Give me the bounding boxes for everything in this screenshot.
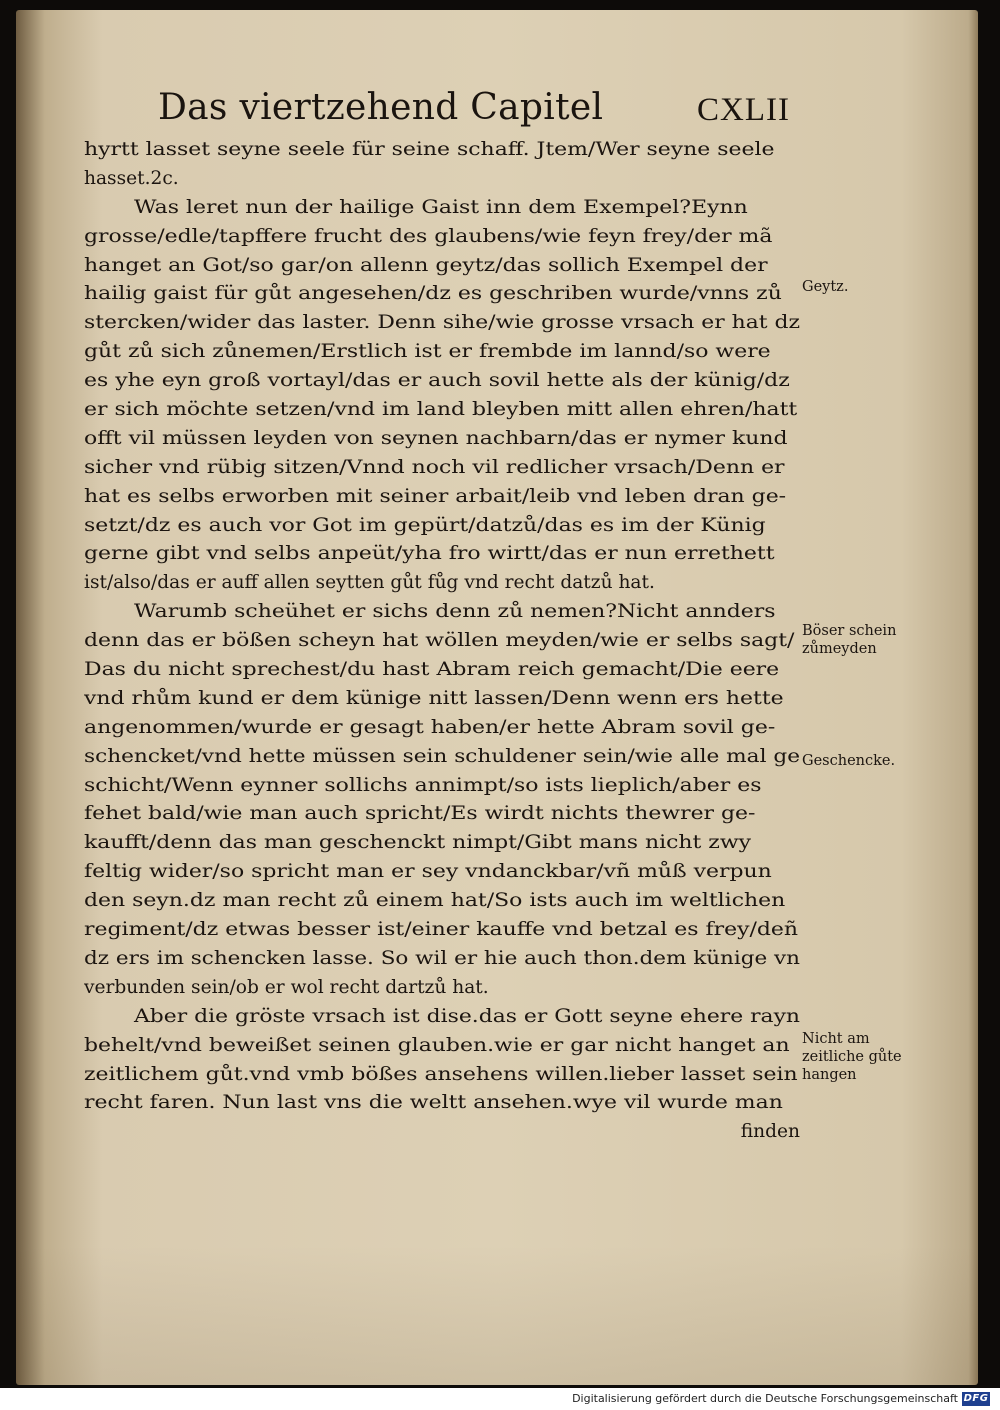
text-line: gůt zů sich zůnemen/Erstlich ist er frembde im lannd/so were: [84, 341, 771, 363]
text-line: den seyn.dz man recht zů einem hat/So ists auch im weltlichen: [84, 890, 786, 912]
text-line: hyrtt lasset seyne seele für seine schaff. Jtem/Wer seyne seele: [84, 139, 775, 160]
running-head: [158, 86, 790, 134]
folio-number: CXLII: [697, 92, 790, 128]
text-line: finden: [740, 1121, 800, 1143]
text-line: hanget an Got/so gar/on allenn geytz/das sollich Exempel der: [84, 254, 768, 276]
text-line: grosse/edle/tapffere frucht des glaubens/wie feyn frey/der mã: [84, 225, 773, 247]
text-line: Das du nicht sprechest/du hast Abram reich gemacht/Die eere: [84, 659, 780, 681]
text-line: regiment/dz etwas besser ist/einer kauffe vnd betzal es frey/deñ: [84, 919, 799, 941]
text-line: setzt/dz es auch vor Got im gepürt/datzů/das es im der Künig: [84, 514, 766, 536]
marginal-note-line: zůmeyden: [802, 641, 877, 657]
text-line: er sich möchte setzen/vnd im land bleyben mitt allen ehren/hatt: [84, 399, 798, 421]
body-text: [84, 136, 800, 1147]
text-line: hat es selbs erworben mit seiner arbait/leib vnd leben dran ge-: [84, 485, 787, 507]
text-line: hailig gaist für gůt angesehen/dz es geschriben wurde/vnns zů: [84, 283, 782, 305]
text-line: kaufft/denn das man geschenckt nimpt/Gibt mans nicht zwy: [84, 832, 752, 854]
text-line: sicher vnd rübig sitzen/Vnnd noch vil redlicher vrsach/Denn er: [84, 456, 785, 478]
text-line: schencket/vnd hette müssen sein schuldener sein/wie alle mal ge: [84, 745, 800, 767]
text-line: dz ers im schencken lasse. So wil er hie auch thon.dem künige vn: [84, 947, 800, 969]
text-line: hasset.2c.: [84, 167, 179, 189]
dfg-logo: DFG: [963, 1393, 989, 1404]
text-line: offt vil müssen leyden von seynen nachbarn/das er nymer kund: [84, 427, 788, 449]
text-line: gerne gibt vnd selbs anpeüt/yha fro wirtt/das er nun errethett: [84, 543, 775, 565]
marginal-note-line: zeitliche gůte: [802, 1049, 902, 1065]
text-line: fehet bald/wie man auch spricht/Es wirdt nichts thewrer ge-: [84, 803, 756, 825]
text-line: feltig wider/so spricht man er sey vndanckbar/vñ můß verpun: [84, 861, 772, 883]
text-line: angenommen/wurde er gesagt haben/er hette Abram sovil ge-: [84, 716, 776, 738]
marginal-note-line: hangen: [802, 1067, 857, 1083]
book-page: [16, 10, 978, 1385]
text-line: recht faren. Nun last vns die weltt ansehen.wye vil wurde man: [84, 1092, 783, 1114]
marginal-note-geschencke: [802, 752, 920, 770]
text-line: Aber die gröste vrsach ist dise.das er Gott seyne ehere rayn: [134, 1005, 800, 1027]
digitization-credit: Digitalisierung gefördert durch die Deutsche Forschungsgemeinschaft: [572, 1392, 958, 1405]
marginal-note-zeitliche-gueter: [802, 1030, 920, 1084]
text-line: denn das er bößen scheyn hat wöllen meyden/wie er selbs sagt/: [84, 630, 795, 652]
text-line: verbunden sein/ob er wol recht dartzů hat.: [84, 976, 489, 998]
marginal-note-geytz: [802, 278, 920, 296]
text-line: es yhe eyn groß vortayl/das er auch sovil hette als der künig/dz: [84, 370, 790, 392]
text-line: schicht/Wenn eynner sollichs annimpt/so ists lieplich/aber es: [84, 774, 762, 796]
marginal-note-line: Nicht am: [802, 1031, 870, 1047]
marginal-note-boeser-schein: [802, 622, 920, 658]
text-line: Was leret nun der hailige Gaist inn dem Exempel?Eynn: [134, 196, 748, 218]
text-line: behelt/vnd beweißet seinen glauben.wie er gar nicht hanget an: [84, 1034, 790, 1056]
text-line: Warumb scheühet er sichs denn zů nemen?Nicht annders: [134, 601, 776, 623]
marginal-note-line: Böser schein: [802, 623, 897, 639]
page-title: Das viertzehend Capitel: [158, 87, 604, 128]
text-line: vnd rhům kund er dem künige nitt lassen/Denn wenn ers hette: [84, 687, 784, 709]
marginal-note-line: Geytz.: [802, 279, 849, 295]
text-line: zeitlichem gůt.vnd vmb bößes ansehens willen.lieber lasset sein: [84, 1063, 798, 1085]
marginal-note-line: Geschencke.: [802, 753, 896, 769]
text-line: ist/also/das er auff allen seytten gůt fůg vnd recht datzů hat.: [84, 572, 655, 594]
text-line: stercken/wider das laster. Denn sihe/wie grosse vrsach er hat dz: [84, 312, 800, 334]
